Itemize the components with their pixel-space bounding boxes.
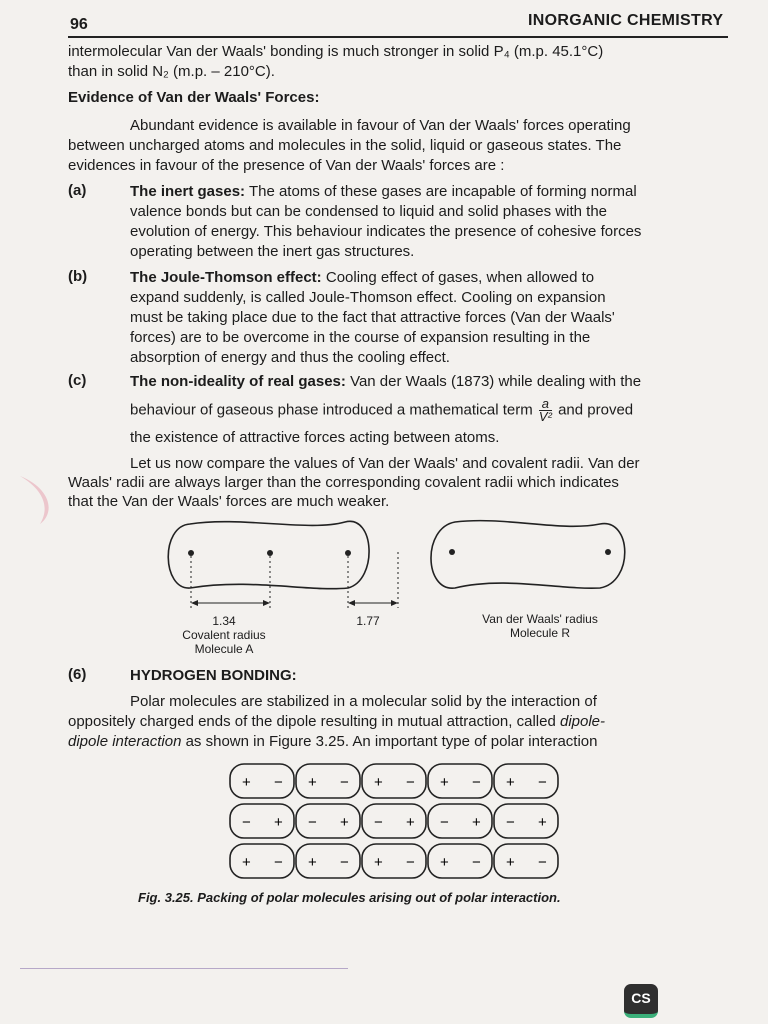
- polar-molecule: [494, 764, 558, 798]
- item-b-line-5: absorption of energy and thus the cooling effect.: [130, 349, 450, 366]
- fraction-denominator: V²: [538, 409, 552, 424]
- vdw-arrowhead-right: [391, 600, 398, 606]
- covalent-radius-label: Covalent radius: [182, 628, 266, 642]
- plus-sign: +: [340, 814, 349, 831]
- plus-sign: +: [506, 854, 515, 871]
- item-c-title: The non-ideality of real gases:: [130, 373, 346, 390]
- minus-sign: −: [340, 774, 349, 791]
- item-c-label: (c): [68, 372, 87, 389]
- plus-sign: +: [374, 774, 383, 791]
- item-b-line-3: must be taking place due to the fact that attractive forces (Van der Waals': [130, 309, 615, 326]
- item-b-line-4: forces) are to be overcome in the course of expansion resulting in the: [130, 329, 591, 346]
- a-over-v-squared-fraction: [539, 398, 552, 423]
- polar-molecule: [296, 844, 360, 878]
- item-a-line-2: valence bonds but can be condensed to liquid and solid phases with the: [130, 203, 608, 220]
- atom-dot-5: [605, 549, 611, 555]
- item-b-line-2: expand suddenly, is called Joule-Thomson effect. Cooling on expansion: [130, 289, 606, 306]
- plus-sign: +: [308, 774, 317, 791]
- item-c-line-2: [130, 398, 730, 423]
- vdw-value-label: 1.77: [356, 614, 380, 628]
- polar-molecule: [362, 804, 426, 838]
- item-c-line2-before: behaviour of gaseous phase introduced a mathematical term: [130, 401, 533, 419]
- item-a-line-3: evolution of energy. This behaviour indicates the presence of cohesive forces: [130, 223, 642, 240]
- compare-line-2: Waals' radii are always larger than the corresponding covalent radii which indicates: [68, 474, 619, 491]
- plus-sign: +: [506, 774, 515, 791]
- covalent-value-label: 1.34: [212, 614, 236, 628]
- page-number: 96: [70, 16, 88, 33]
- minus-sign: −: [242, 814, 251, 831]
- plus-sign: +: [242, 774, 251, 791]
- evidence-para-line-3: evidences in favour of the presence of Van der Waals' forces are :: [68, 157, 505, 174]
- polar-molecule: [428, 844, 492, 878]
- hbond-line-1: Polar molecules are stabilized in a molecular solid by the interaction of: [130, 693, 597, 710]
- hbond-line-3: [68, 732, 730, 752]
- polar-molecule: [362, 764, 426, 798]
- item-b-first: Cooling effect of gases, when allowed to: [325, 269, 595, 286]
- intro-line-2: than in solid N₂ (m.p. – 210°C).: [68, 63, 275, 80]
- item-b-label: (b): [68, 268, 88, 285]
- intro-line-1: intermolecular Van der Waals' bonding is much stronger in solid P₄ (m.p. 45.1°C): [68, 43, 604, 60]
- minus-sign: −: [308, 814, 317, 831]
- polar-molecule: [428, 764, 492, 798]
- plus-sign: +: [308, 854, 317, 871]
- polar-molecule: [494, 844, 558, 878]
- page-edge-mark: [0, 468, 60, 528]
- evidence-para-line-1: Abundant evidence is available in favour of Van der Waals' forces operating: [130, 117, 631, 134]
- polar-molecule: [362, 844, 426, 878]
- minus-sign: −: [406, 854, 415, 871]
- plus-sign: +: [440, 774, 449, 791]
- radii-figure: [160, 512, 640, 616]
- plus-sign: +: [406, 814, 415, 831]
- hbond-line3-italic: dipole interaction: [68, 733, 182, 750]
- hbond-line3-text: as shown in Figure 3.25. An important type of polar interaction: [185, 733, 598, 750]
- molecule-a-label: Molecule A: [194, 642, 254, 656]
- minus-sign: −: [440, 814, 449, 831]
- polar-molecule: [230, 804, 294, 838]
- figure-caption: Fig. 3.25. Packing of polar molecules arising out of polar interaction.: [138, 890, 561, 905]
- minus-sign: −: [274, 854, 283, 871]
- item-c-first-line: [130, 372, 730, 392]
- plus-sign: +: [440, 854, 449, 871]
- compare-line-1: Let us now compare the values of Van der Waals' and covalent radii. Van der: [130, 455, 640, 472]
- edge-mark-shape: [20, 476, 49, 524]
- molecule-r-label: Molecule R: [509, 626, 571, 640]
- compare-line-3: that the Van der Waals' forces are much weaker.: [68, 493, 390, 510]
- polar-molecule: [230, 844, 294, 878]
- evidence-para-line-2: between uncharged atoms and molecules in the solid, liquid or gaseous states. The: [68, 137, 622, 154]
- item-c-line2-after: and proved: [558, 401, 634, 419]
- evidence-heading: Evidence of Van der Waals' Forces:: [68, 89, 320, 106]
- minus-sign: −: [472, 854, 481, 871]
- polar-molecule: [296, 804, 360, 838]
- item-a-title: The inert gases:: [130, 183, 246, 200]
- vdw-radius-label: Van der Waals' radius: [482, 612, 598, 626]
- item-a-first-line: [130, 182, 730, 202]
- minus-sign: −: [274, 774, 283, 791]
- item-a-first: The atoms of these gases are incapable of forming normal: [248, 183, 637, 200]
- running-head-title: INORGANIC CHEMISTRY: [528, 12, 724, 29]
- item-c-line-3: the existence of attractive forces acting between atoms.: [130, 429, 500, 446]
- atom-dot-1: [188, 550, 194, 556]
- bottom-rule: [20, 968, 348, 969]
- atom-dot-2: [267, 550, 273, 556]
- polar-molecule: [428, 804, 492, 838]
- item-b-title: The Joule-Thomson effect:: [130, 269, 322, 286]
- hbond-line2-italic: dipole-: [559, 713, 606, 730]
- polar-packing-figure: [226, 760, 566, 880]
- minus-sign: −: [472, 774, 481, 791]
- fraction-numerator: a: [541, 396, 550, 411]
- plus-sign: +: [374, 854, 383, 871]
- polar-molecule: [296, 764, 360, 798]
- plus-sign: +: [274, 814, 283, 831]
- hbond-line2-text: oppositely charged ends of the dipole resulting in mutual attraction, called: [68, 713, 556, 730]
- polar-molecule: [494, 804, 558, 838]
- plus-sign: +: [242, 854, 251, 871]
- hbond-heading: HYDROGEN BONDING:: [130, 667, 297, 684]
- minus-sign: −: [538, 774, 547, 791]
- item-c-first: Van der Waals (1873) while dealing with the: [350, 373, 642, 390]
- molecule-r-outline: [431, 521, 625, 589]
- covalent-arrowhead-right: [263, 600, 270, 606]
- minus-sign: −: [340, 854, 349, 871]
- minus-sign: −: [374, 814, 383, 831]
- atom-dot-4: [449, 549, 455, 555]
- minus-sign: −: [506, 814, 515, 831]
- hbond-line-2: [68, 712, 730, 732]
- hbond-label: (6): [68, 666, 87, 683]
- vdw-arrowhead-left: [348, 600, 355, 606]
- item-a-label: (a): [68, 182, 87, 199]
- plus-sign: +: [472, 814, 481, 831]
- item-b-first-line: [130, 268, 730, 288]
- item-a-line-4: operating between the inert gas structures.: [130, 243, 415, 260]
- polar-molecule: [230, 764, 294, 798]
- covalent-arrowhead-left: [191, 600, 198, 606]
- atom-dot-3: [345, 550, 351, 556]
- plus-sign: +: [538, 814, 547, 831]
- minus-sign: −: [406, 774, 415, 791]
- minus-sign: −: [538, 854, 547, 871]
- header-rule: [68, 36, 728, 38]
- camscanner-logo: CS: [624, 984, 658, 1018]
